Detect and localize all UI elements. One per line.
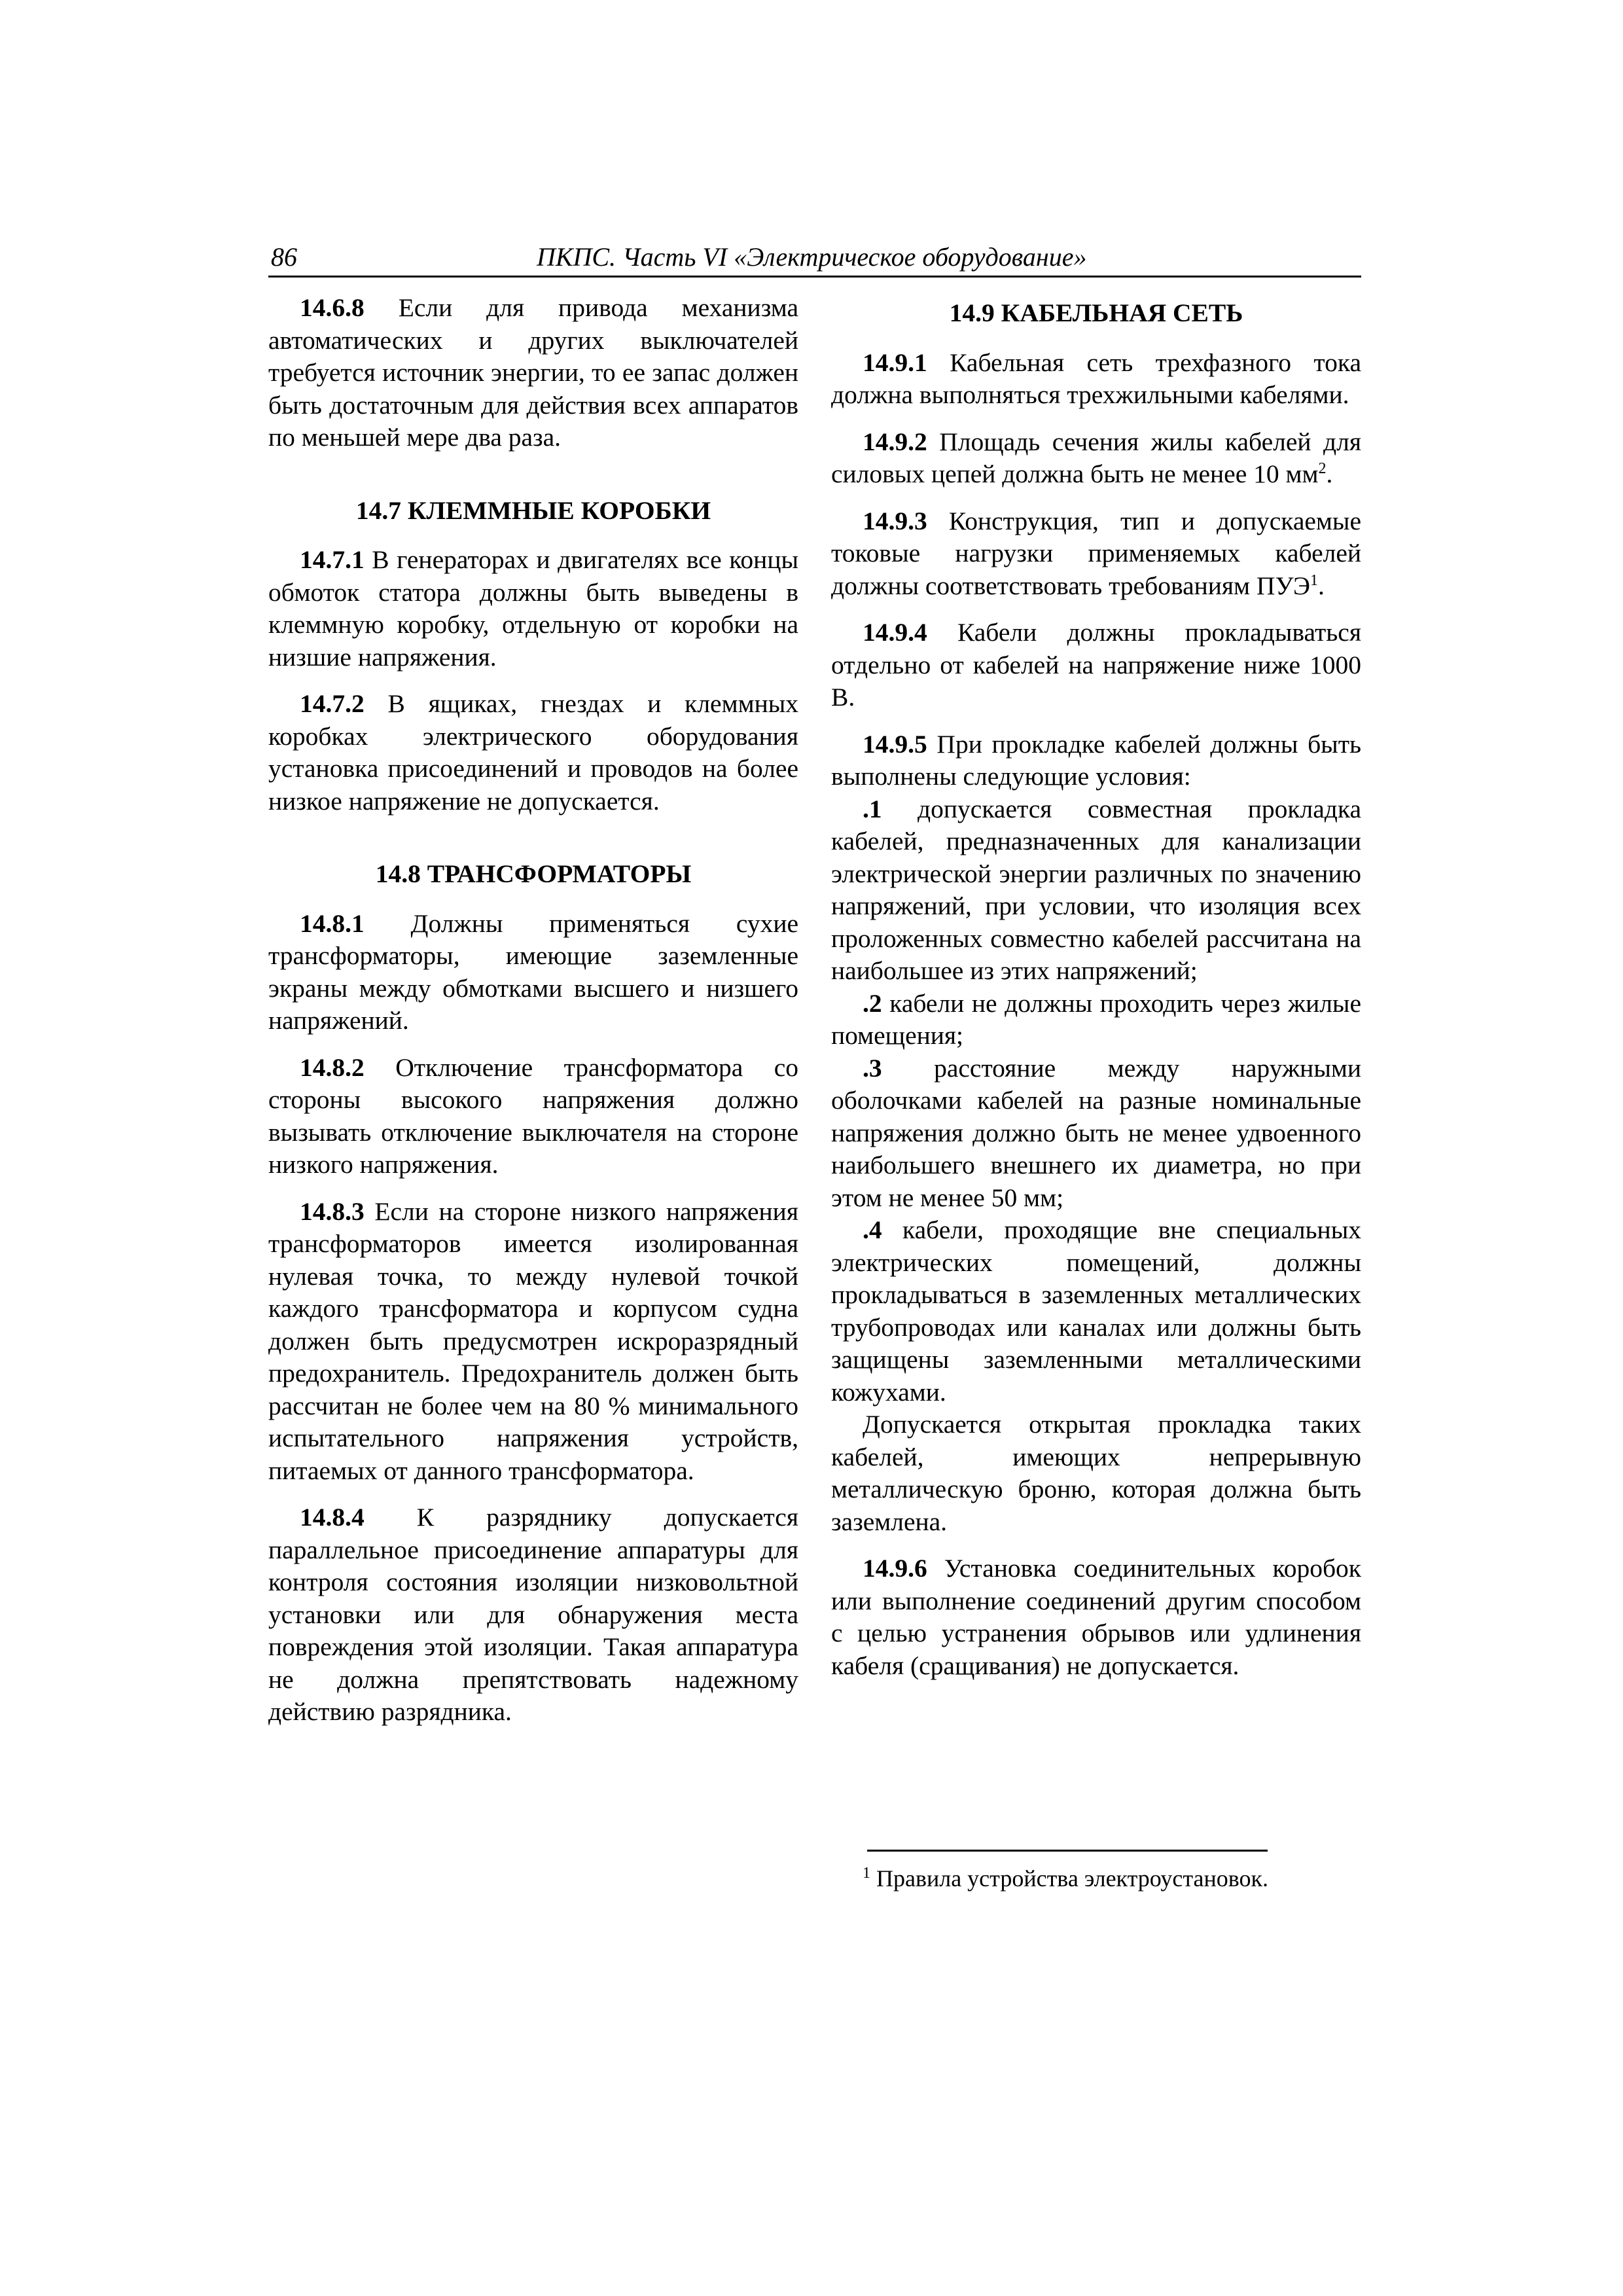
section-heading-14-7: 14.7 КЛЕММНЫЕ КОРОБКИ — [355, 495, 711, 525]
section-heading-14-8: 14.8 ТРАНСФОРМАТОРЫ — [375, 859, 692, 888]
paragraph-armor: Допускается открытая прокладка таких кабелей, имеющих непрерывную металлическую броню, которая должна быть заземлена. — [831, 1410, 1361, 1536]
list-number: .2 — [863, 988, 882, 1018]
clause-number: 14.9.3 — [863, 506, 927, 535]
list-text: расстояние между наружными оболочками кабелей на разные номинальные напряжения должно быть не менее удвоенного наибольшего внешнего их диаметра, но при этом не менее 50 мм; — [831, 1053, 1361, 1212]
clause-text: Отключение трансформатора со стороны высокого напряжения должно вызывать отключение выключателя на стороне низкого напряжения. — [268, 1052, 798, 1179]
clause-text: Кабели должны прокладываться отдельно от кабелей на напряжение ниже 1000 В. — [831, 618, 1361, 711]
clause-text: Площадь сечения жилы кабелей для силовых цепей должна быть не менее 10 мм — [831, 427, 1361, 488]
page-number: 86 — [271, 242, 297, 272]
clause-text: Должны применяться сухие трансформаторы, имеющие заземленные экраны между обмотками высшего и низшего напряжений. — [268, 908, 798, 1035]
list-item-1 — [831, 793, 1361, 988]
list-number: .1 — [863, 794, 882, 823]
paragraph-14-8-3 — [268, 1196, 798, 1488]
clause-text: Установка соединительных коробок или выполнение соединений другим способом с целью устранения обрывов или удлинения кабеля (сращивания) не допускается. — [831, 1554, 1361, 1680]
clause-number: 14.9.5 — [863, 729, 927, 759]
footnote — [863, 1864, 1373, 1893]
footnote-mark: 1 — [863, 1865, 870, 1882]
section-heading-14-9: 14.9 КАБЕЛЬНАЯ СЕТЬ — [949, 298, 1243, 327]
clause-number: 14.6.8 — [300, 293, 365, 322]
clause-text: При прокладке кабелей должны быть выполнены следующие условия: — [831, 729, 1361, 791]
clause-number: 14.8.4 — [300, 1503, 365, 1532]
list-item-2 — [831, 988, 1361, 1052]
paragraph-14-9-6 — [831, 1552, 1361, 1682]
running-header — [268, 239, 1361, 278]
clause-number: 14.9.1 — [863, 348, 927, 377]
list-item-3 — [831, 1052, 1361, 1215]
list-number: .4 — [863, 1215, 882, 1244]
clause-number: 14.7.2 — [300, 689, 365, 718]
clause-number: 14.9.6 — [863, 1554, 927, 1583]
clause-text: В генераторах и двигателях все концы обмоток статора должны быть выведены в клеммную коробку, отдельную от коробки на низшие напряжения. — [268, 545, 798, 672]
paragraph-14-9-4 — [831, 617, 1361, 714]
running-title: ПКПС. Часть VI «Электрическое оборудование» — [537, 242, 1087, 272]
footnote-divider — [867, 1850, 1268, 1852]
list-text: кабели, проходящие вне специальных электрических помещений, должны прокладываться в заземленных металлических трубопроводах или каналах или должны быть защищены заземленными металлическими кожухами. — [831, 1215, 1361, 1407]
clause-text: Конструкция, тип и допускаемые токовые нагрузки применяемых кабелей должны соответствовать требованиям ПУЭ — [831, 506, 1361, 600]
list-number: .3 — [863, 1053, 882, 1083]
paragraph-14-9-5 — [831, 728, 1361, 793]
superscript: 2 — [1318, 459, 1327, 477]
clause-text: К разряднику допускается параллельное присоединение аппаратуры для контроля состояния изоляции низковольтной установки или для обнаружения места повреждения этой изоляции. Такая аппаратура не должна препятствовать надежному действию разрядника. — [268, 1503, 798, 1726]
clause-number: 14.9.4 — [863, 618, 927, 647]
paragraph-14-7-2 — [268, 688, 798, 817]
clause-number: 14.8.2 — [300, 1052, 365, 1082]
clause-number: 14.8.1 — [300, 908, 365, 938]
list-text: кабели не должны проходить через жилые помещения; — [831, 988, 1361, 1050]
right-column — [831, 292, 1361, 1696]
clause-text: Если на стороне низкого напряжения трансформаторов имеется изолированная нулевая точка, то между нулевой точкой каждого трансформатора и корпусом судна должен быть предусмотрен искроразрядный предохранитель. Предохранитель должен быть рассчитан не более чем на 80 % минимального испытательного напряжения устройств, питаемых от данного трансформатора. — [268, 1196, 798, 1485]
paragraph-14-8-1 — [268, 908, 798, 1037]
left-column — [268, 292, 798, 1743]
clause-tail: . — [1317, 571, 1325, 600]
paragraph-14-6-8 — [268, 292, 798, 454]
list-item-4 — [831, 1214, 1361, 1408]
clause-number: 14.9.2 — [863, 427, 927, 456]
clause-text: В ящиках, гнездах и клеммных коробках электрического оборудования установка присоединений и проводов на более низкое напряжение не допускается. — [268, 689, 798, 816]
clause-text: Если для привода механизма автоматических и других выключателей требуется источник энергии, то ее запас должен быть достаточным для действия всех аппаратов по меньшей мере два раза. — [268, 293, 798, 452]
paragraph-14-9-1 — [831, 347, 1361, 412]
clause-text: Кабельная сеть трехфазного тока должна выполняться трехжильными кабелями. — [831, 348, 1361, 409]
paragraph-14-9-2 — [831, 426, 1361, 491]
footnote-reference[interactable]: 1 — [1310, 571, 1318, 589]
footnote-text: Правила устройства электроустановок. — [870, 1865, 1269, 1892]
clause-number: 14.7.1 — [300, 545, 365, 574]
paragraph-14-9-3 — [831, 505, 1361, 603]
list-text: допускается совместная прокладка кабелей, предназначенных для канализации электрической энергии различных по значению напряжений, при условии, что изоляция всех проложенных совместно кабелей рассчитана на наибольшее из этих напряжений; — [831, 794, 1361, 985]
paragraph-14-8-2 — [268, 1052, 798, 1181]
clause-number: 14.8.3 — [300, 1196, 365, 1226]
clause-tail: . — [1326, 459, 1333, 488]
paragraph-14-8-4 — [268, 1501, 798, 1729]
paragraph-14-7-1 — [268, 544, 798, 673]
